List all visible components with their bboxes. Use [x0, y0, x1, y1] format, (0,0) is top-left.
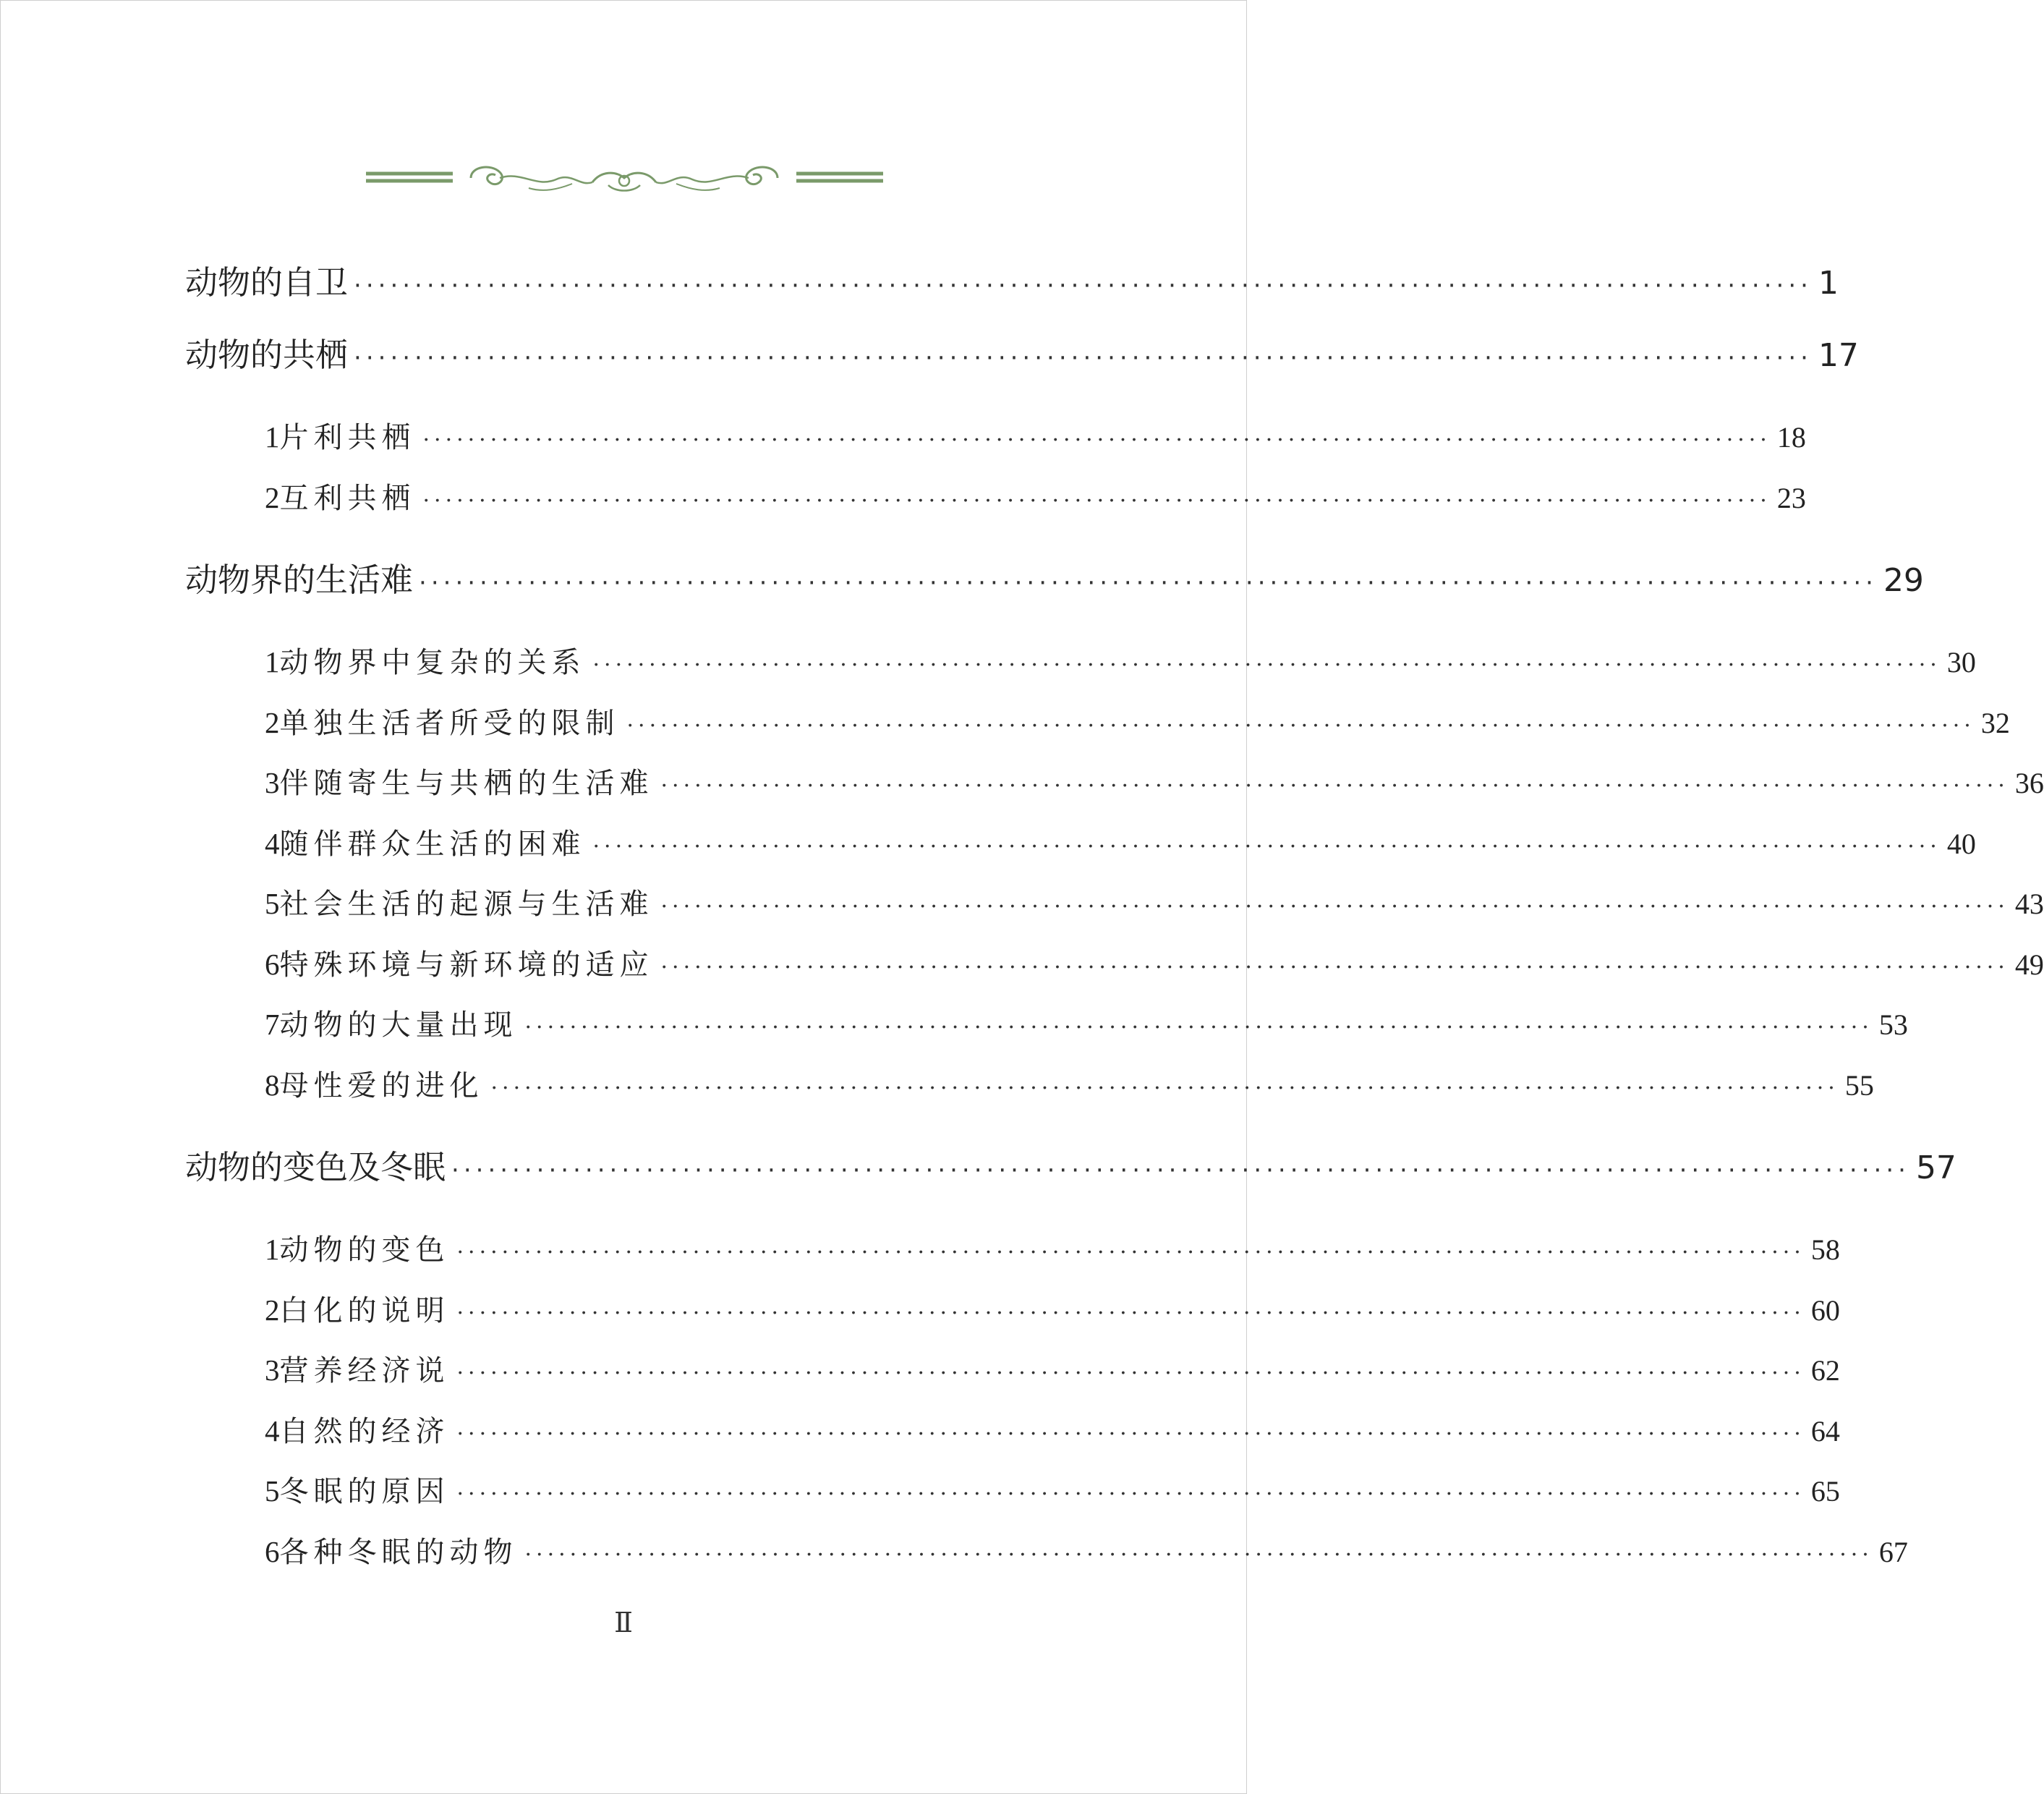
section-page-number: 23	[1776, 481, 1806, 514]
section-number: 6	[265, 947, 280, 981]
toc-section[interactable]	[185, 1461, 1840, 1522]
toc-section[interactable]	[185, 1220, 1840, 1280]
toc-section[interactable]	[185, 814, 1976, 875]
toc-chapter[interactable]	[185, 544, 1924, 616]
section-title: 母性爱的进化	[279, 1068, 484, 1102]
section-number: 3	[265, 766, 280, 799]
chapter-title: 动物的自卫	[185, 263, 349, 302]
section-title: 各种冬眠的动物	[279, 1535, 518, 1569]
dot-leader: ························································································································	[354, 344, 1813, 373]
section-title: 随伴群众生活的困难	[279, 827, 586, 861]
dot-leader: ························································································································	[592, 833, 1941, 859]
section-page-number: 64	[1810, 1414, 1840, 1447]
section-title: 特殊环境与新环境的适应	[279, 948, 654, 982]
dot-leader: ························································································································	[524, 1542, 1873, 1568]
dot-leader: ························································································································	[660, 773, 2009, 799]
toc-section[interactable]	[185, 1522, 1908, 1583]
section-page-number: 60	[1810, 1293, 1840, 1327]
section-page-number: 49	[2014, 948, 2044, 981]
dot-leader: ························································································································	[456, 1421, 1805, 1447]
section-page-number: 18	[1776, 421, 1806, 454]
section-number: 4	[265, 826, 280, 860]
section-page-number: 55	[1844, 1068, 1874, 1102]
toc-section[interactable]	[185, 753, 2044, 814]
dot-leader: ························································································································	[626, 713, 1975, 739]
section-title: 白化的说明	[279, 1293, 450, 1327]
toc-section[interactable]	[185, 632, 1976, 693]
section-number: 7	[265, 1008, 280, 1041]
chapter-page-number: 1	[1818, 265, 1839, 302]
section-title: 互利共栖	[279, 481, 416, 515]
section-page-number: 43	[2014, 888, 2044, 920]
dot-leader: ························································································································	[490, 1075, 1839, 1101]
section-title: 冬眠的原因	[279, 1475, 450, 1508]
toc-section[interactable]	[185, 468, 1806, 529]
section-page-number: 32	[1980, 706, 2010, 739]
section-number: 2	[265, 1293, 280, 1327]
chapter-title: 动物的共栖	[185, 336, 349, 374]
dot-leader: ························································································································	[456, 1240, 1805, 1265]
toc-section[interactable]	[185, 407, 1806, 468]
section-page-number: 65	[1810, 1475, 1840, 1508]
dot-leader: ························································································································	[422, 428, 1771, 453]
toc-section[interactable]	[185, 1401, 1840, 1462]
toc-section[interactable]	[185, 1055, 1874, 1116]
dot-leader: ························································································································	[660, 894, 2009, 919]
section-title: 片利共栖	[279, 421, 416, 454]
section-title: 单独生活者所受的限制	[279, 706, 620, 740]
page-number-footer: Ⅱ	[614, 1608, 633, 1638]
dot-leader: ························································································································	[456, 1300, 1805, 1326]
toc-chapter[interactable]	[185, 1131, 1956, 1204]
dot-leader: ························································································································	[456, 1361, 1805, 1386]
section-title: 伴随寄生与共栖的生活难	[279, 767, 654, 800]
section-number: 3	[265, 1353, 280, 1387]
toc-section[interactable]	[185, 995, 1908, 1055]
section-title: 动物的大量出现	[279, 1008, 518, 1042]
toc-chapter[interactable]	[185, 319, 1859, 391]
section-title: 营养经济说	[279, 1354, 450, 1387]
section-page-number: 67	[1878, 1535, 1908, 1568]
section-page-number: 36	[2014, 767, 2044, 799]
section-title: 社会生活的起源与生活难	[279, 888, 654, 921]
section-number: 5	[265, 887, 280, 920]
section-number: 5	[265, 1474, 280, 1508]
dot-leader: ························································································································	[354, 271, 1813, 300]
chapter-title: 动物的变色及冬眠	[185, 1148, 446, 1186]
section-page-number: 58	[1810, 1233, 1840, 1266]
section-number: 2	[265, 480, 280, 514]
chapter-page-number: 17	[1818, 337, 1859, 374]
chapter-page-number: 29	[1883, 562, 1924, 599]
section-page-number: 40	[1946, 827, 1976, 860]
table-of-contents	[185, 247, 2044, 1582]
section-number: 6	[265, 1534, 280, 1568]
section-title: 动物界中复杂的关系	[279, 646, 586, 679]
dot-leader: ························································································································	[524, 1015, 1873, 1040]
dot-leader: ························································································································	[419, 569, 1878, 598]
toc-section[interactable]	[185, 1340, 1840, 1401]
section-number: 1	[265, 1233, 280, 1266]
section-number: 2	[265, 705, 280, 739]
section-title: 动物的变色	[279, 1233, 450, 1267]
section-page-number: 53	[1878, 1008, 1908, 1041]
section-number: 1	[265, 420, 280, 454]
dot-leader: ························································································································	[592, 652, 1941, 678]
dot-leader: ························································································································	[660, 954, 2009, 980]
toc-section[interactable]	[185, 935, 2044, 995]
section-number: 8	[265, 1068, 280, 1102]
toc-section[interactable]	[185, 693, 2010, 754]
toc-section[interactable]	[185, 874, 2044, 935]
section-title: 自然的经济	[279, 1414, 450, 1448]
dot-leader: ························································································································	[422, 488, 1771, 514]
decorative-flourish-icon	[362, 156, 886, 200]
chapter-title: 动物界的生活难	[185, 561, 414, 599]
section-number: 1	[265, 645, 280, 679]
dot-leader: ························································································································	[456, 1481, 1805, 1507]
section-page-number: 30	[1946, 646, 1976, 679]
section-page-number: 62	[1810, 1354, 1840, 1387]
section-number: 4	[265, 1413, 280, 1447]
dot-leader: ························································································································	[451, 1156, 1910, 1185]
chapter-page-number: 57	[1915, 1149, 1956, 1186]
toc-section[interactable]	[185, 1280, 1840, 1341]
toc-chapter[interactable]	[185, 247, 1839, 319]
